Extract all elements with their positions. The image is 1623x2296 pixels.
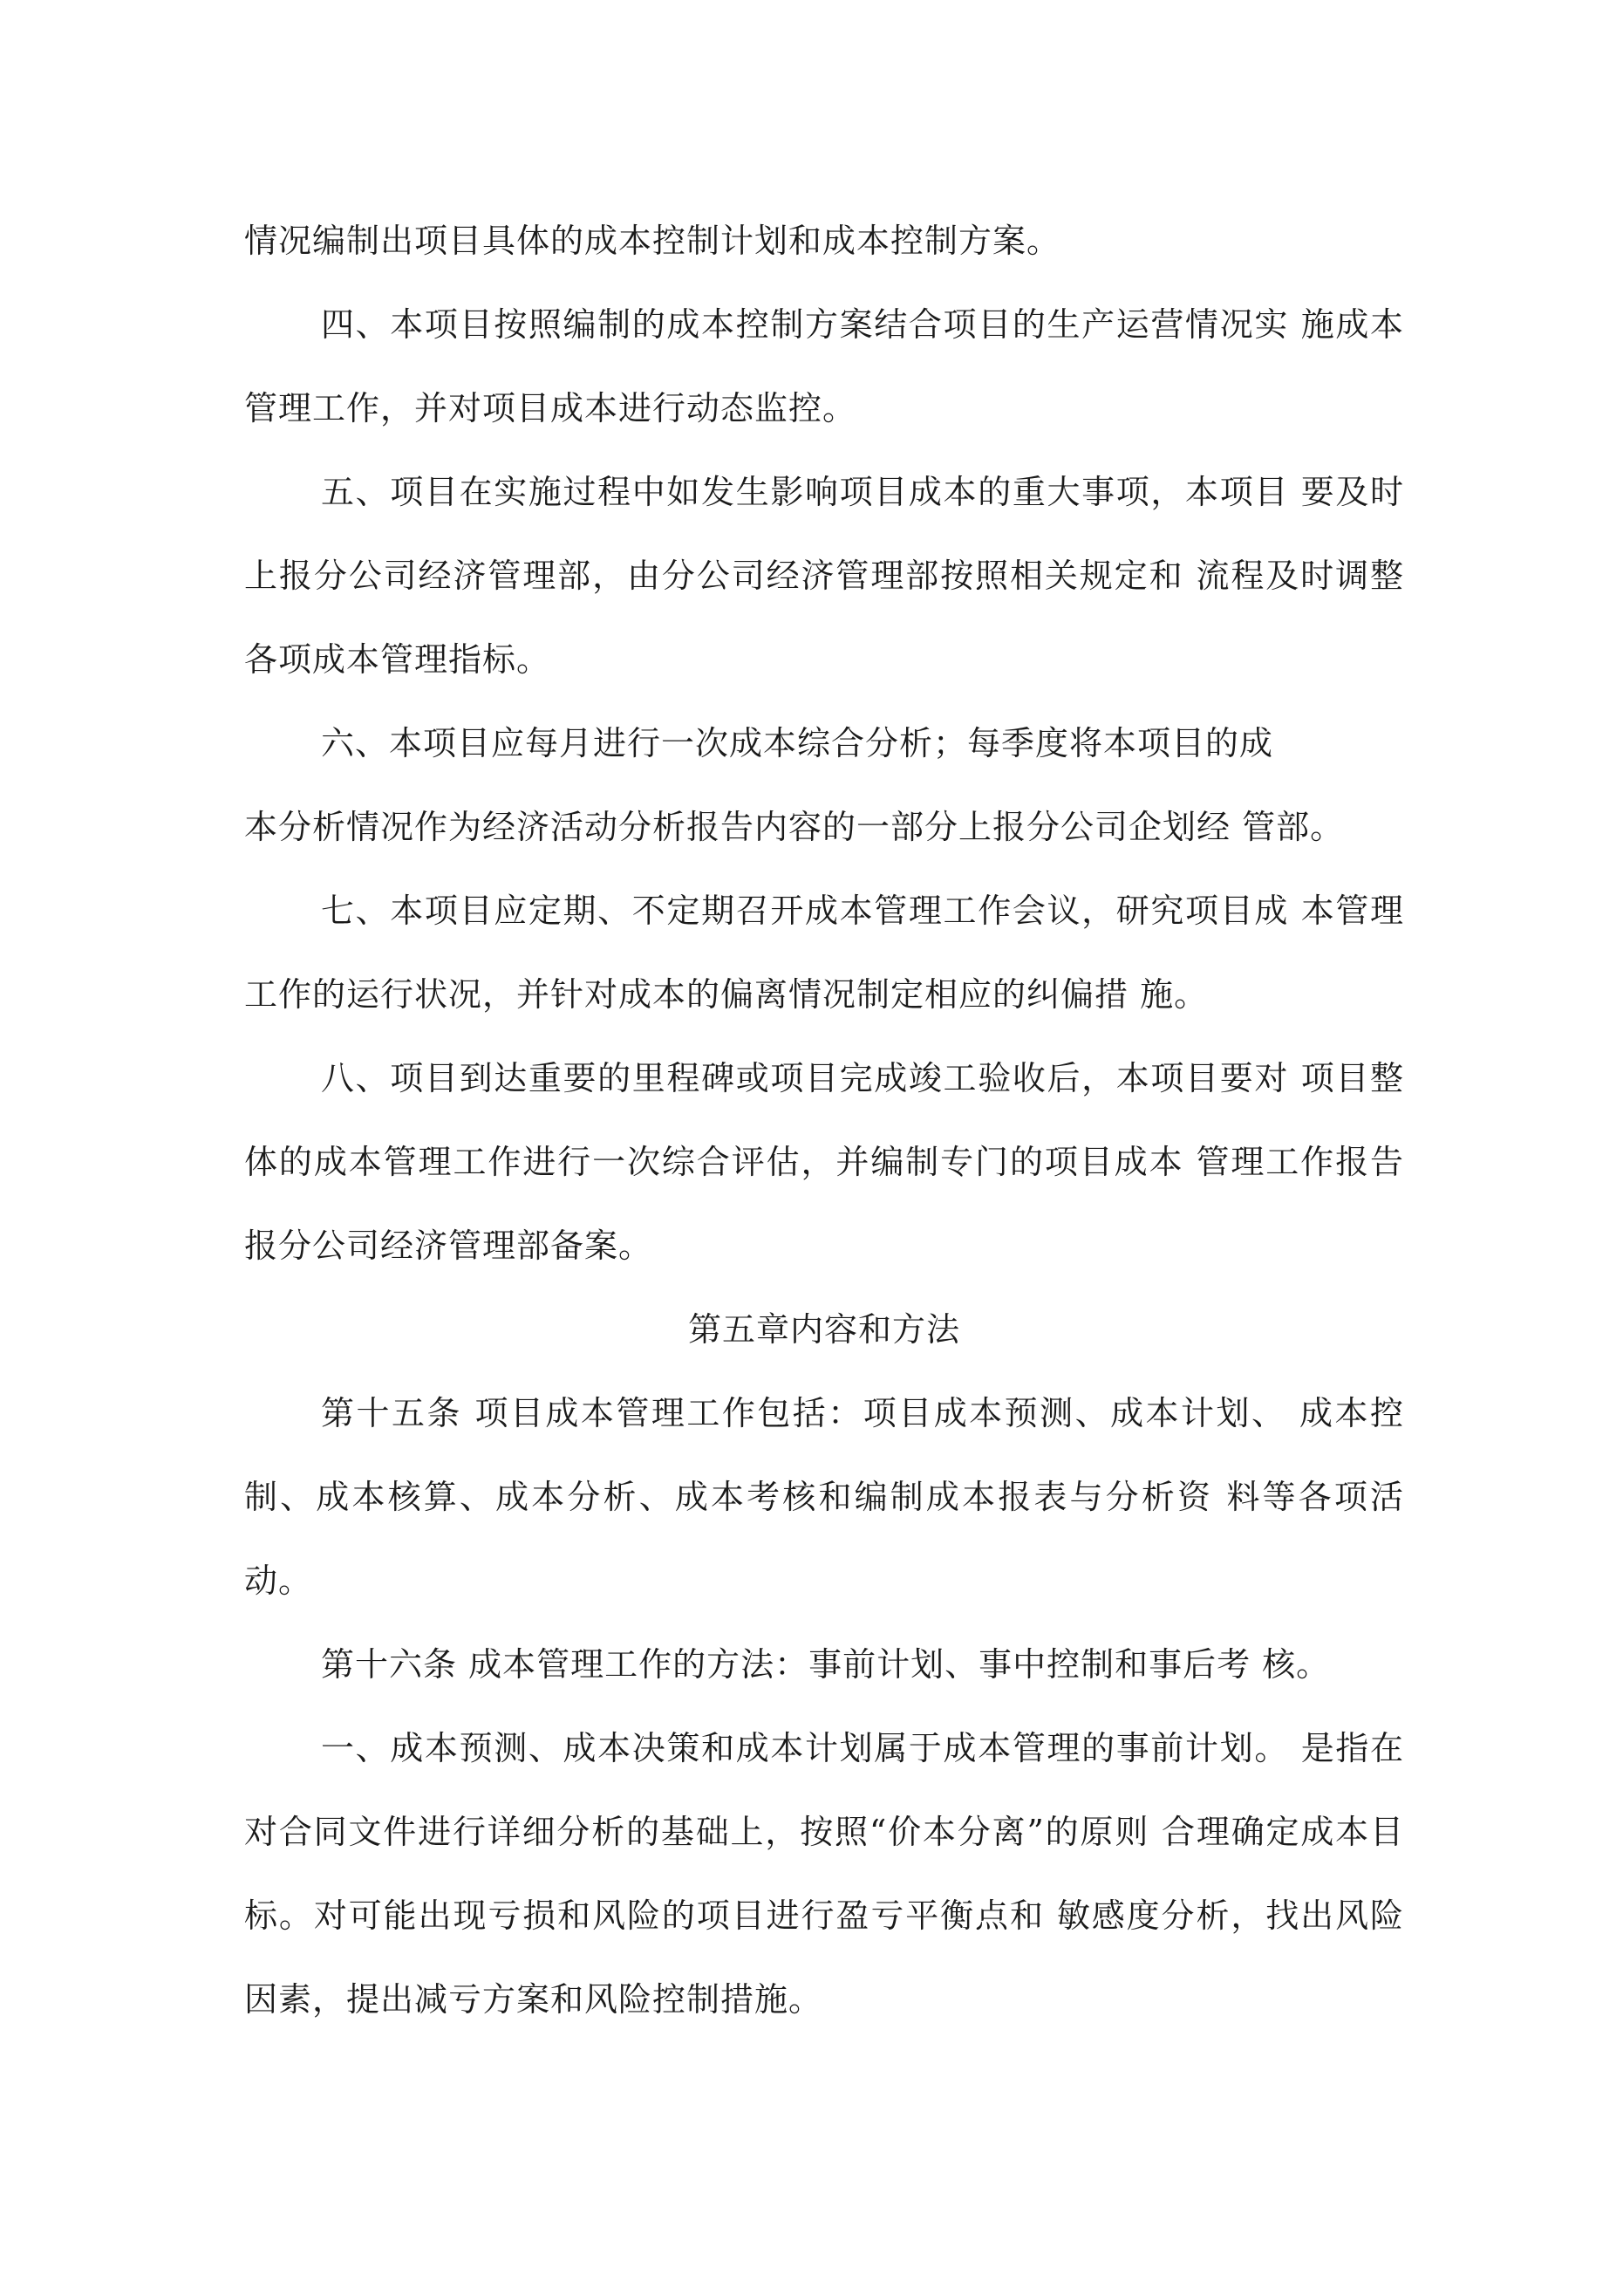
chapter-heading: 第五章内容和方法: [687, 1310, 960, 1349]
paragraph-2: 四、本项目按照编制的成本控制方案结合项目的生产运营情况实 施成本管理工作，并对项目成本进行动态监控。: [244, 305, 1404, 427]
paragraph-pre-planning: 一、成本预测、成本决策和成本计划属于成本管理的事前计划。 是指在对合同文件进行详细分析的基础上，按照“价本分离”的原则 合理确定成本目标。对可能出现亏损和风险的项目进行盈亏平衡点和 敏感度分析，找出风险因素，提出减亏方案和风险控制措施。: [244, 1729, 1404, 2019]
paragraph-6: 七、本项目应定期、不定期召开成本管理工作会议，研究项目成 本管理工作的运行状况，并针对成本的偏离情况制定相应的纠偏措 施。: [244, 892, 1404, 1014]
paragraph-7: 八、项目到达重要的里程碑或项目完成竣工验收后，本项目要对 项目整体的成本管理工作进行一次综合评估，并编制专门的项目成本 管理工作报告报分公司经济管理部备案。: [244, 1059, 1404, 1265]
document-body: [244, 199, 1404, 2041]
paragraph-4: 六、本项目应每月进行一次成本综合分析；每季度将本项目的成: [321, 724, 1274, 762]
article-16: 第十六条 成本管理工作的方法：事前计划、事中控制和事后考 核。: [321, 1645, 1331, 1684]
paragraph-1: 情况编制出项目具体的成本控制计划和成本控制方案。: [244, 222, 1061, 260]
paragraph-3: 五、项目在实施过程中如发生影响项目成本的重大事项，本项目 要及时上报分公司经济管理部，由分公司经济管理部按照相关规定和 流程及时调整各项成本管理指标。: [244, 473, 1404, 679]
paragraph-5: 本分析情况作为经济活动分析报告内容的一部分上报分公司企划经 管部。: [244, 808, 1345, 846]
article-15: 第十五条 项目成本管理工作包括：项目成本预测、成本计划、 成本控制、成本核算、成本分析、成本考核和编制成本报表与分析资 料等各项活动。: [244, 1394, 1404, 1600]
